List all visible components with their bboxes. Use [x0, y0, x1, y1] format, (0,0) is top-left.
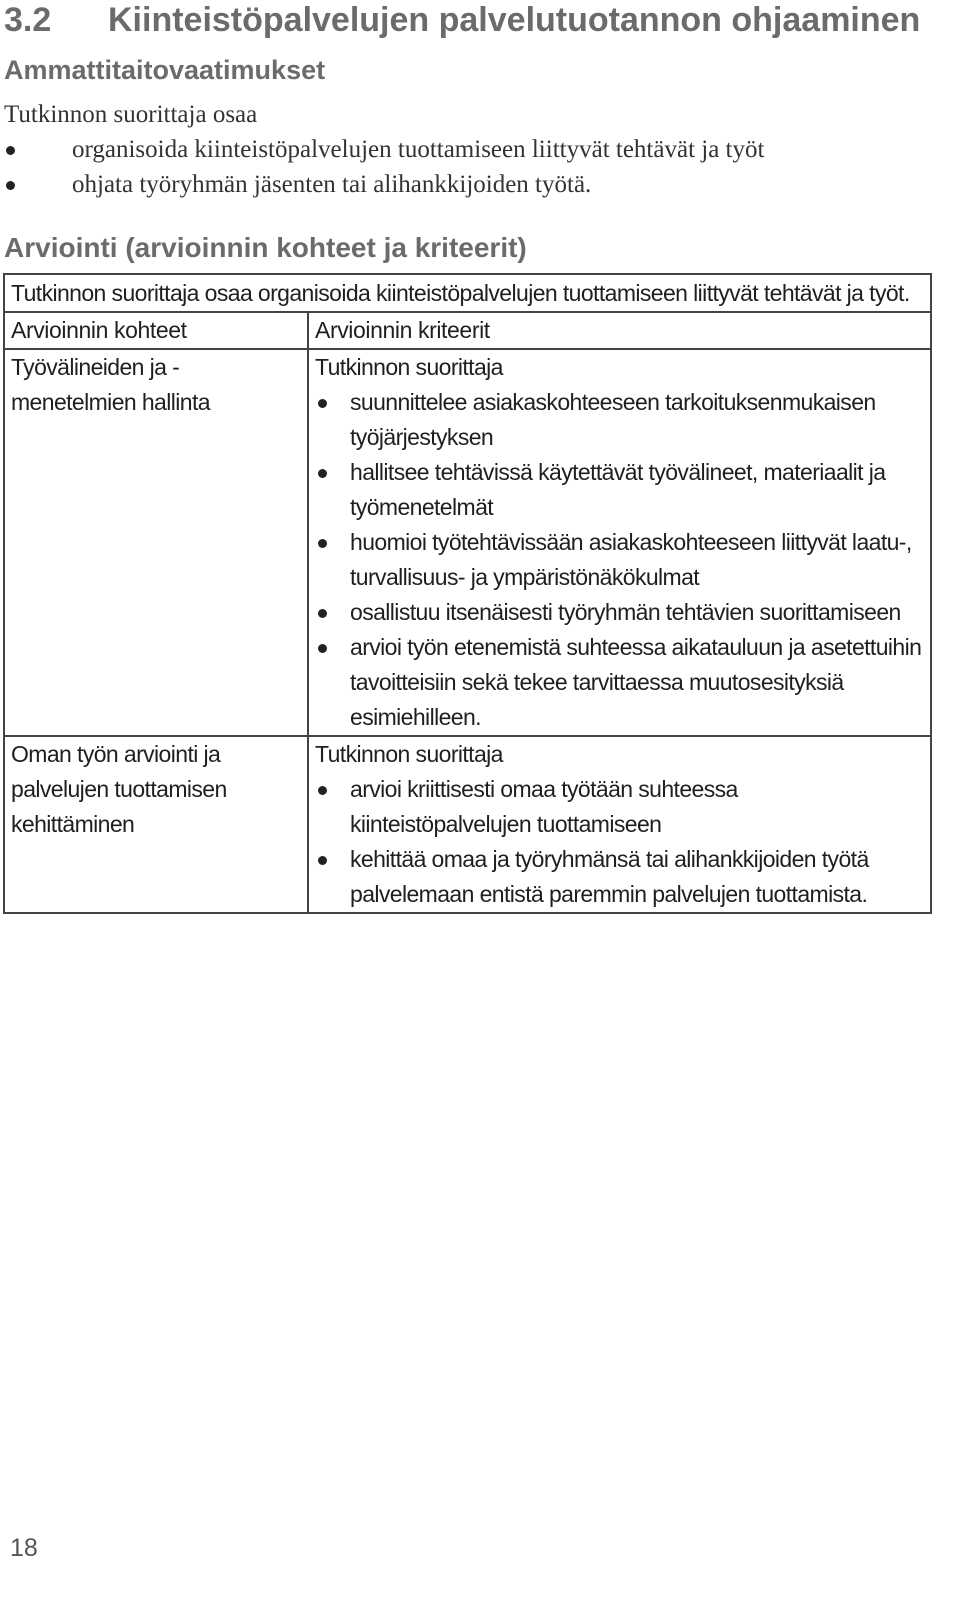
- criteria-item: huomioi työtehtävissään asiakaskohteeseen liittyvät laatu-, turvallisuus- ja ympäristönäkökulmat: [315, 525, 924, 595]
- page-number: 18: [10, 1534, 38, 1562]
- bullet-icon: [6, 146, 15, 155]
- bullet-icon: [318, 399, 327, 408]
- table-banner-row: [4, 274, 931, 312]
- criteria-item: osallistuu itsenäisesti työryhmän tehtävien suorittamiseen: [315, 595, 924, 630]
- section-title: [4, 0, 920, 40]
- assessment-heading: Arviointi (arvioinnin kohteet ja kriteerit): [4, 232, 527, 263]
- requirements-lead: Tutkinnon suorittaja osaa: [4, 101, 258, 128]
- bullet-icon: [318, 786, 327, 795]
- requirements-list: [4, 132, 944, 202]
- assessment-target: Oman työn arviointi ja palvelujen tuottamisen kehittäminen: [4, 736, 308, 913]
- criteria-list: [315, 385, 924, 735]
- criteria-list: [315, 772, 924, 912]
- criteria-item: hallitsee tehtävissä käytettävät työvälineet, materiaalit ja työmenetelmät: [315, 455, 924, 525]
- criteria-lead: Tutkinnon suorittaja: [315, 354, 503, 380]
- criteria-item: kehittää omaa ja työryhmänsä tai alihankkijoiden työtä palvelemaan entistä paremmin palvelujen tuottamista.: [315, 842, 924, 912]
- criteria-lead: Tutkinnon suorittaja: [315, 741, 503, 767]
- assessment-table: [3, 273, 932, 914]
- bullet-icon: [318, 609, 327, 618]
- requirements-item: organisoida kiinteistöpalvelujen tuottamiseen liittyvät tehtävät ja työt: [4, 132, 944, 167]
- section-number: 3.2: [4, 1, 52, 39]
- criteria-item: arvioi kriittisesti omaa työtään suhteessa kiinteistöpalvelujen tuottamiseen: [315, 772, 924, 842]
- column-header-criteria: Arvioinnin kriteerit: [308, 312, 931, 349]
- bullet-icon: [318, 856, 327, 865]
- requirements-block: [4, 97, 944, 202]
- bullet-icon: [318, 539, 327, 548]
- table-banner: Tutkinnon suorittaja osaa organisoida kiinteistöpalvelujen tuottamiseen liittyvät tehtävät ja työt.: [4, 274, 931, 312]
- criteria-item: suunnittelee asiakaskohteeseen tarkoituksenmukaisen työjärjestyksen: [315, 385, 924, 455]
- assessment-criteria: [308, 349, 931, 736]
- bullet-icon: [318, 469, 327, 478]
- table-header-row: [4, 312, 931, 349]
- table-row: [4, 736, 931, 913]
- criteria-item: arvioi työn etenemistä suhteessa aikatauluun ja asetettuihin tavoitteisiin sekä tekee tarvittaessa muutosesityksiä esimiehilleen.: [315, 630, 924, 735]
- bullet-icon: [318, 644, 327, 653]
- table-row: [4, 349, 931, 736]
- assessment-criteria: [308, 736, 931, 913]
- assessment-target: Työvälineiden ja -menetelmien hallinta: [4, 349, 308, 736]
- bullet-icon: [6, 181, 15, 190]
- column-header-targets: Arvioinnin kohteet: [4, 312, 308, 349]
- requirements-heading: Ammattitaitovaatimukset: [4, 55, 326, 85]
- section-title-text: Kiinteistöpalvelujen palvelutuotannon ohjaaminen: [108, 1, 921, 39]
- requirements-item: ohjata työryhmän jäsenten tai alihankkijoiden työtä.: [4, 167, 944, 202]
